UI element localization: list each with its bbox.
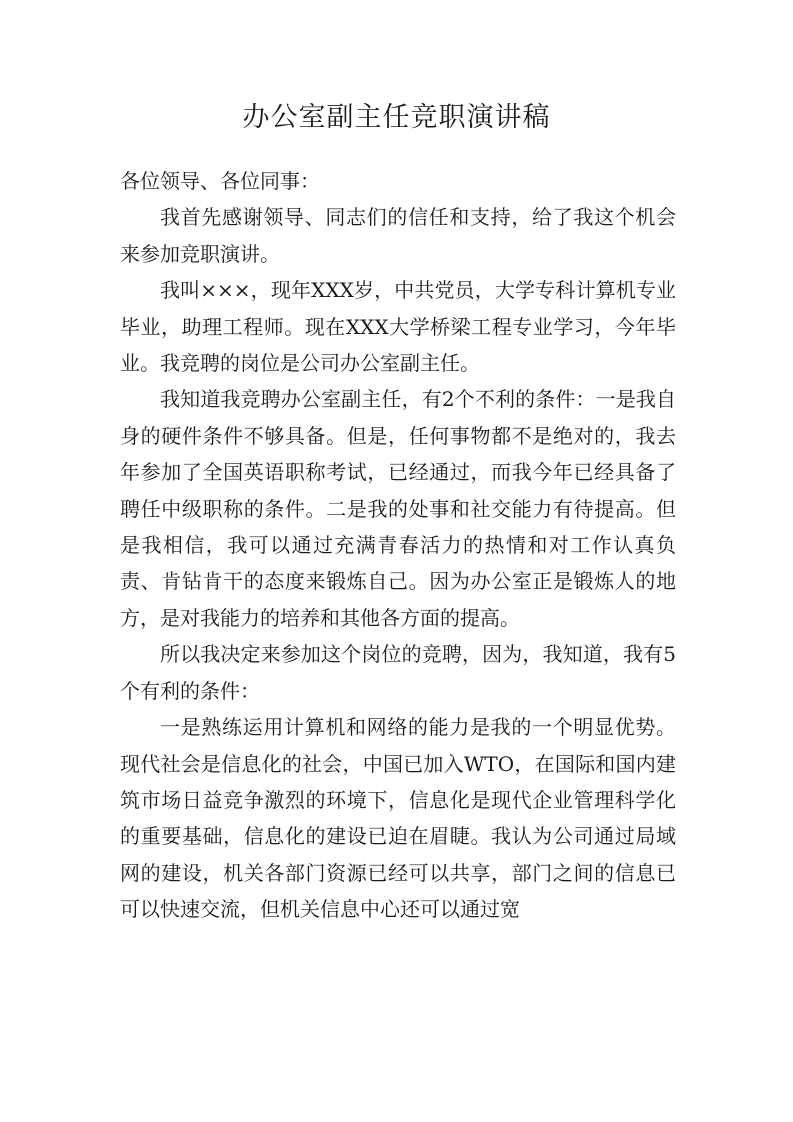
paragraph-advantage-one: 一是熟练运用计算机和网络的能力是我的一个明显优势。现代社会是信息化的社会，中国已加入WTO，在国际和国内建筑市场日益竞争激烈的环境下，信息化是现代企业管理科学化的重要基础，信息化的建设已迫在眉睫。我认为公司通过局域网的建设，机关各部门资源已经可以共享，部门之间的信息已可以快速交流，但机关信息中心还可以通过宽	[120, 715, 676, 922]
document-body	[120, 163, 676, 928]
paragraph-advantages-intro: 所以我决定来参加这个岗位的竞聘，因为，我知道，我有5个有利的条件：	[120, 642, 676, 703]
paragraph-self-intro: 我叫×××，现年XXX岁，中共党员，大学专科计算机专业毕业，助理工程师。现在XXX大学桥梁工程专业学习，今年毕业。我竞聘的岗位是公司办公室副主任。	[120, 278, 676, 376]
salutation: 各位领导、各位同事：	[120, 169, 320, 193]
paragraph-disadvantages: 我知道我竞聘办公室副主任，有2个不利的条件：一是我自身的硬件条件不够具备。但是，任何事物都不是绝对的，我去年参加了全国英语职称考试，已经通过，而我今年已经具备了聘任中级职称的条件。二是我的处事和社交能力有待提高。但是我相信，我可以通过充满青春活力的热情和对工作认真负责、肯钻肯干的态度来锻炼自己。因为办公室正是锻炼人的地方，是对我能力的培养和其他各方面的提高。	[120, 387, 676, 630]
document-title: 办公室副主任竞职演讲稿	[242, 102, 551, 133]
paragraph-thanks: 我首先感谢领导、同志们的信任和支持，给了我这个机会来参加竞职演讲。	[120, 205, 676, 266]
